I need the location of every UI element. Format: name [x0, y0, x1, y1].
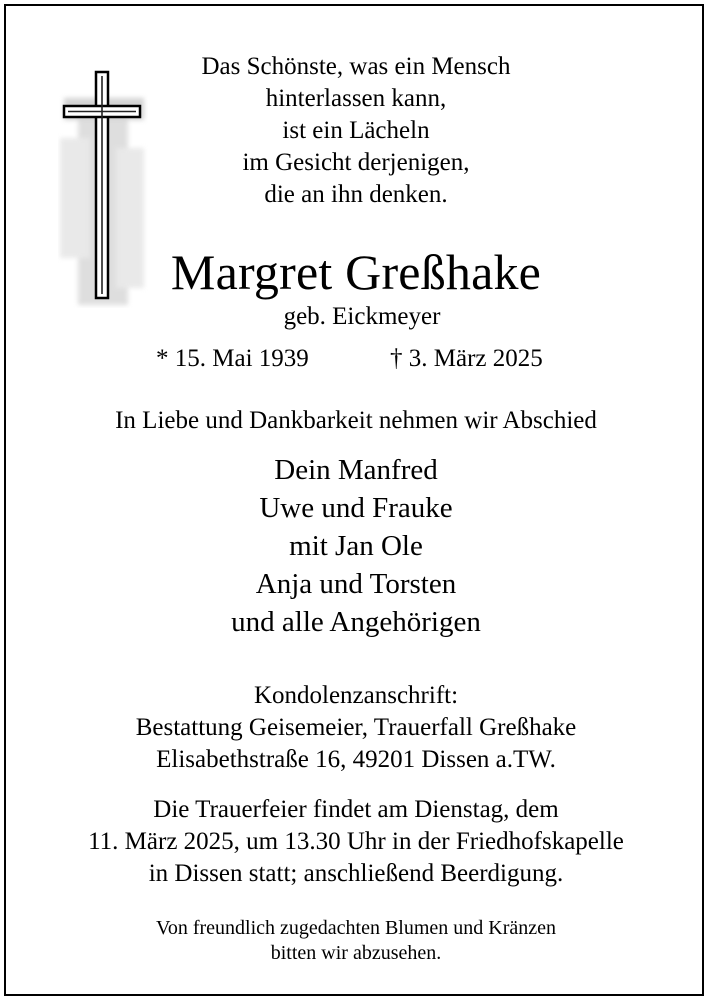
flowers-note-line: Von freundlich zugedachten Blumen und Kränzen	[155, 917, 557, 939]
funeral-notice-line: 11. März 2025, um 13.30 Uhr in der Friedhofskapelle	[88, 828, 624, 855]
family-member: mit Jan Ole	[289, 530, 423, 562]
birth-name: geb. Eickmeyer	[283, 303, 441, 330]
condolence-heading: Kondolenzanschrift:	[253, 682, 459, 709]
funeral-notice-line: Die Trauerfeier findet am Dienstag, dem	[153, 796, 559, 823]
deceased-name: Margret Greßhake	[170, 244, 542, 300]
poem-line: im Gesicht derjenigen,	[242, 149, 470, 176]
birth-date: * 15. Mai 1939	[156, 345, 309, 372]
flowers-note-line: bitten wir abzusehen.	[270, 942, 442, 964]
farewell-intro: In Liebe und Dankbarkeit nehmen wir Abschied	[115, 407, 597, 434]
poem-line: die an ihn denken.	[264, 181, 448, 208]
obituary-notice	[4, 4, 704, 996]
poem-line: hinterlassen kann,	[265, 85, 447, 112]
death-date: † 3. März 2025	[390, 345, 543, 372]
family-member: und alle Angehörigen	[231, 606, 481, 638]
funeral-notice-line: in Dissen statt; anschließend Beerdigung.	[148, 860, 564, 887]
condolence-address-line: Elisabethstraße 16, 49201 Dissen a.TW.	[156, 746, 556, 773]
family-member: Dein Manfred	[274, 454, 438, 486]
condolence-address-line: Bestattung Geisemeier, Trauerfall Greßhake	[135, 714, 577, 741]
family-member: Anja und Torsten	[255, 568, 457, 600]
family-member: Uwe und Frauke	[259, 492, 453, 524]
poem-line: ist ein Lächeln	[282, 117, 430, 144]
poem-line: Das Schönste, was ein Mensch	[201, 53, 511, 80]
